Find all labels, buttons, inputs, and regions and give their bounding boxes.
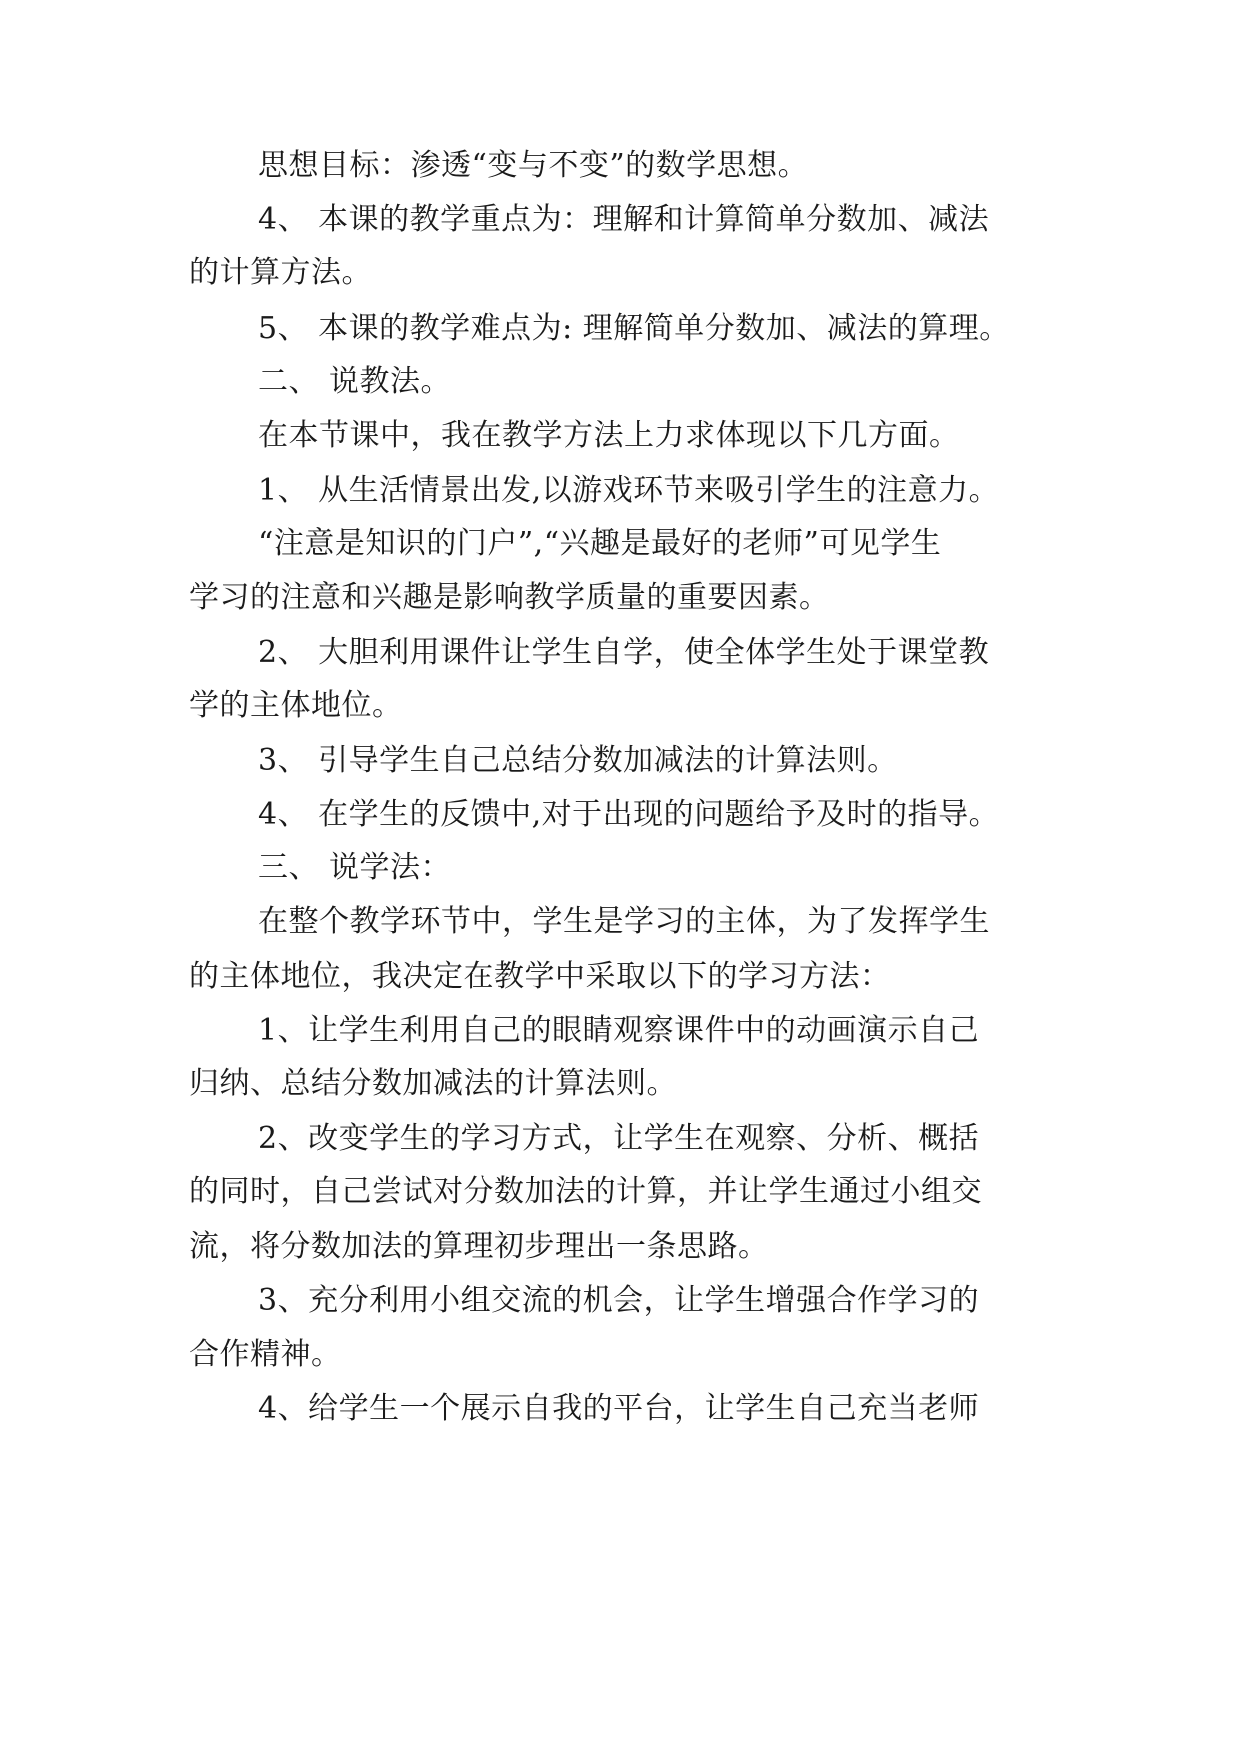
line-text: 1、让学生利用自己的眼睛观察课件中的动画演示自己	[258, 1013, 980, 1048]
section-heading	[0, 842, 1241, 894]
text-line	[0, 1166, 1241, 1218]
line-text: 在整个教学环节中，学生是学习的主体，为了发挥学生	[258, 904, 990, 939]
text-line	[0, 680, 1241, 732]
line-text: “注意是知识的门户”,“兴趣是最好的老师”可见学生	[258, 526, 942, 561]
text-line	[0, 896, 1241, 948]
text-line	[0, 1221, 1241, 1273]
text-line	[0, 1005, 1241, 1057]
line-text: 学的主体地位。	[189, 688, 403, 723]
line-text: 1、 从生活情景出发,以游戏环节来吸引学生的注意力。	[258, 473, 1000, 508]
text-line	[0, 572, 1241, 624]
text-line	[0, 1058, 1241, 1110]
line-text: 流，将分数加法的算理初步理出一条思路。	[189, 1229, 769, 1264]
text-line	[0, 951, 1241, 1003]
line-text: 的同时，自己尝试对分数加法的计算，并让学生通过小组交	[189, 1174, 982, 1209]
text-line	[0, 247, 1241, 299]
line-text: 4、 在学生的反馈中,对于出现的问题给予及时的指导。	[258, 797, 1000, 832]
text-line	[0, 465, 1241, 517]
line-text: 的主体地位，我决定在教学中采取以下的学习方法：	[189, 959, 891, 994]
line-text: 归纳、总结分数加减法的计算法则。	[189, 1066, 677, 1101]
text-line	[0, 735, 1241, 787]
line-text: 3、充分利用小组交流的机会，让学生增强合作学习的	[258, 1283, 980, 1318]
text-line	[0, 1383, 1241, 1435]
text-line	[0, 194, 1241, 246]
text-line	[0, 303, 1241, 355]
line-text: 在本节课中，我在教学方法上力求体现以下几方面。	[258, 418, 960, 453]
line-text: 合作精神。	[189, 1337, 342, 1372]
line-text: 二、 说教法。	[258, 364, 452, 399]
line-text: 思想目标：渗透“变与不变”的数学思想。	[258, 148, 809, 183]
line-text: 5、 本课的教学难点为: 理解简单分数加、减法的算理。	[258, 311, 1010, 346]
line-text: 三、 说学法：	[258, 850, 452, 885]
text-line	[0, 518, 1241, 570]
text-line	[0, 1275, 1241, 1327]
line-text: 4、 本课的教学重点为：理解和计算简单分数加、减法	[258, 202, 990, 237]
text-line	[0, 1113, 1241, 1165]
text-line	[0, 1329, 1241, 1381]
line-text: 的计算方法。	[189, 255, 372, 290]
section-heading	[0, 356, 1241, 408]
line-text: 2、 大胆利用课件让学生自学，使全体学生处于课堂教	[258, 635, 990, 670]
text-line	[0, 789, 1241, 841]
line-text: 2、改变学生的学习方式，让学生在观察、分析、概括	[258, 1121, 980, 1156]
text-line	[0, 410, 1241, 462]
line-text: 3、 引导学生自己总结分数加减法的计算法则。	[258, 743, 898, 778]
text-line	[0, 627, 1241, 679]
line-text: 4、给学生一个展示自我的平台，让学生自己充当老师	[258, 1391, 980, 1426]
line-text: 学习的注意和兴趣是影响教学质量的重要因素。	[189, 580, 830, 615]
text-line	[0, 140, 1241, 192]
